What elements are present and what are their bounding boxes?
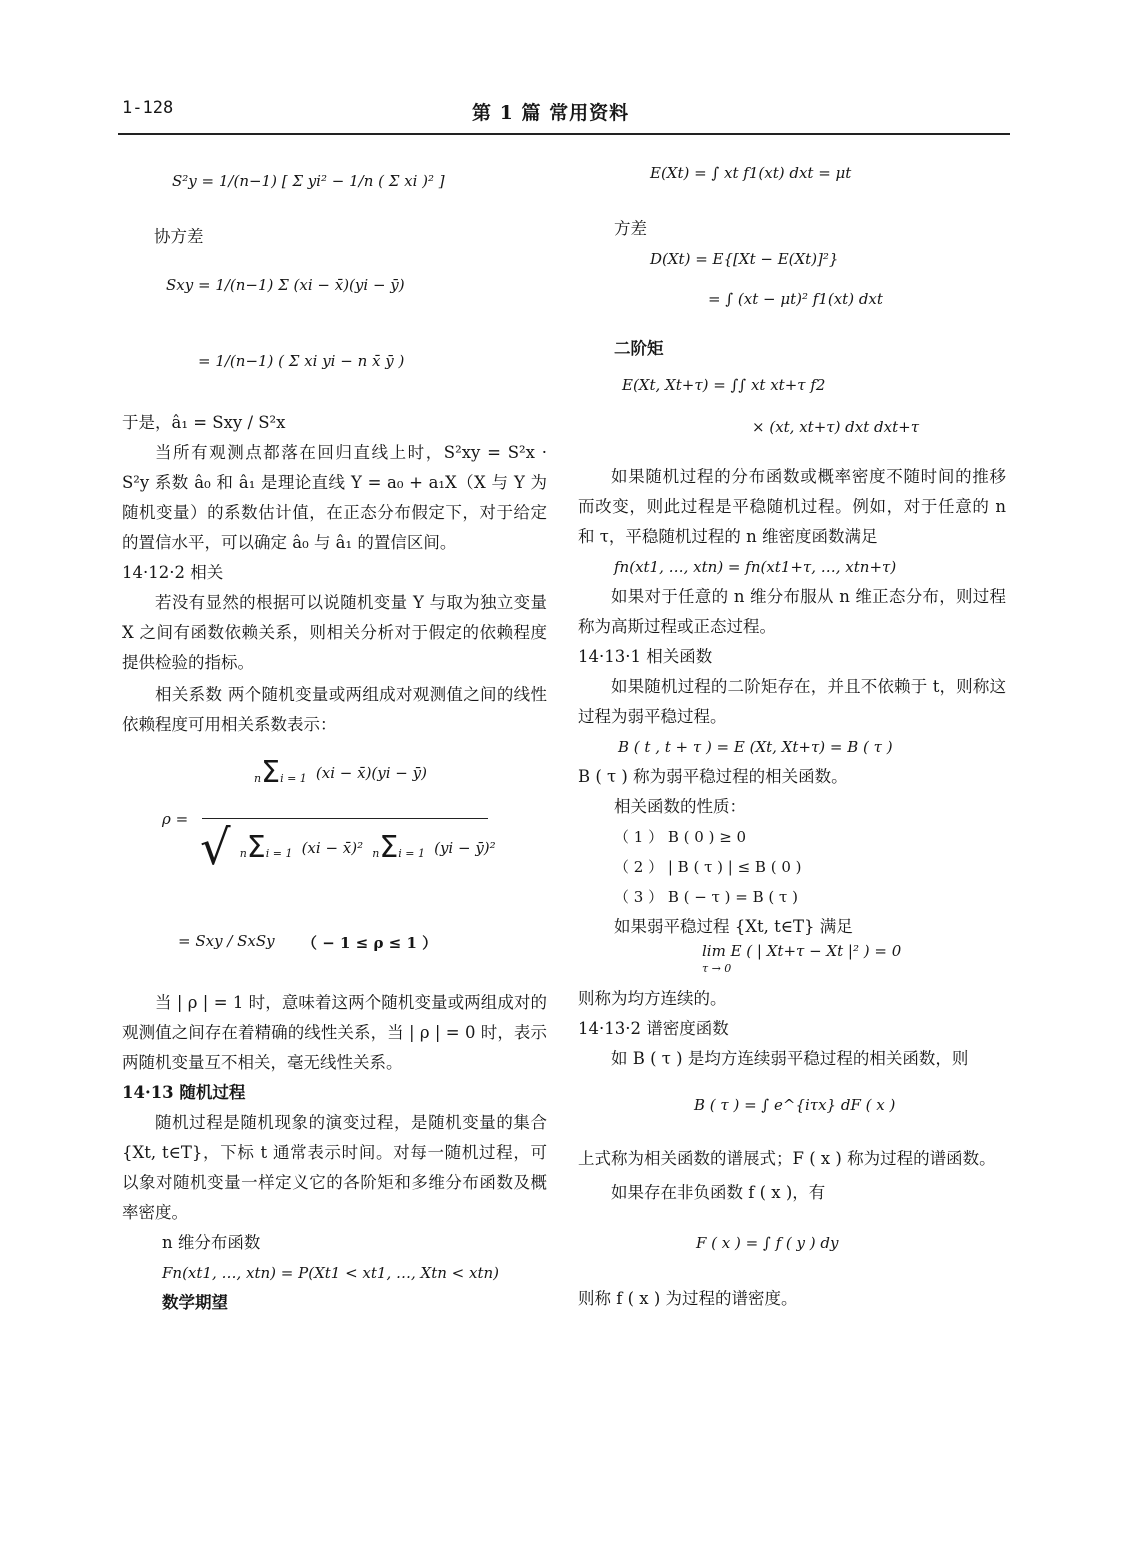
page-number: 1-128: [122, 98, 174, 118]
paragraph-gaussian: 如果对于任意的 n 维分布服从 n 维正态分布，则过程称为高斯过程或正态过程。: [578, 587, 1006, 636]
right-column: [578, 140, 1006, 1314]
equation-rho: [122, 748, 547, 918]
n-dim-distribution-label: n 维分布函数: [162, 1233, 261, 1252]
equation-limit: [578, 942, 1006, 984]
rho-symbol: ρ =: [162, 810, 189, 828]
equation-limit-text: lim E ( | Xt+τ − Xt |² ) = 0: [702, 942, 902, 960]
equation-fn-stationary: fn(xt1, …, xtn) = fn(xt1+τ, …, xtn+τ): [614, 558, 897, 576]
rho-simplified-text: = Sxy / SxSy: [178, 932, 275, 950]
sqrt-sign: √: [200, 820, 231, 876]
paragraph-nonnegative: 如果存在非负函数 f ( x )，有: [611, 1183, 826, 1202]
equation-sxy-1: [166, 252, 547, 326]
equation-sxy-1-text: Sxy = 1/(n−1) Σ (xi − x̄)(yi − ȳ): [166, 276, 405, 294]
heading-14-13-1: 14·13·1 相关函数: [578, 647, 713, 666]
therefore-line: 于是，â₁ = Sxy / S²x: [122, 413, 286, 432]
paragraph-coefficient: 相关系数 两个随机变量或两组成对观测值之间的线性依赖程度可用相关系数表示：: [122, 685, 547, 734]
equation-ex: [578, 140, 1006, 214]
limit-subscript: τ → 0: [702, 962, 732, 975]
rho-range-text: （ − 1 ≤ ρ ≤ 1 ）: [302, 934, 438, 952]
equation-spectral: [578, 1074, 1006, 1144]
sum-sign: nΣi = 1: [239, 830, 293, 865]
paragraph-mean-square: 如果弱平稳过程 {Xt, t∈T} 满足: [614, 917, 853, 936]
rho-fraction-bar: [202, 818, 488, 819]
rho-numerator-text: (xi − x̄)(yi − ȳ): [315, 763, 427, 782]
property-3: （ 3 ） B ( − τ ) = B ( τ ): [614, 888, 798, 906]
equation-b: B ( t , t + τ ) = E (Xt, Xt+τ) = B ( τ ): [618, 738, 893, 756]
paragraph-rho: 当 | ρ | = 1 时，意味着这两个随机变量或两组成对的观测值之间存在着精确的线性关系，当 | ρ | = 0 时，表示两随机变量互不相关，毫无线性关系。: [122, 993, 547, 1072]
paragraph-correlation: 若没有显然的根据可以说随机变量 Y 与取为独立变量 X 之间有函数依赖关系，则相关分析对于假定的依赖程度提供检验的指标。: [122, 593, 547, 672]
equation-ex-text: E(Xt) = ∫ xt f1(xt) dxt = μt: [650, 164, 852, 182]
second-moment-label: 二阶矩: [614, 339, 664, 358]
equation-spectral-text: B ( τ ) = ∫ e^{iτx} dF ( x ): [694, 1096, 896, 1114]
paragraph-mean-square-2: 则称为均方连续的。: [578, 989, 727, 1008]
heading-14-12-2: 14·12·2 相关: [122, 563, 224, 582]
equation-dx-2-text: = ∫ (xt − μt)² f1(xt) dxt: [708, 290, 883, 308]
paragraph-final: 则称 f ( x ) 为过程的谱密度。: [578, 1289, 798, 1308]
left-column: [122, 140, 547, 1318]
equation-sy-text: S²y = 1/(n−1) [ Σ yi² − 1/n ( Σ xi )² ]: [172, 172, 445, 190]
equation-sxy-2: [198, 326, 547, 408]
property-2: （ 2 ） | B ( τ ) | ≤ B ( 0 ): [614, 858, 802, 876]
rho-denominator-term-2: (yi − ȳ)²: [434, 838, 496, 857]
header-rule: [118, 133, 1010, 135]
rho-denominator-term-1: (xi − x̄)²: [301, 838, 364, 857]
equation-second-moment-line-1: E(Xt, Xt+τ) = ∫∫ xt xt+τ f2: [622, 376, 826, 394]
heading-14-13-text: 14·13 随机过程: [122, 1083, 246, 1102]
equation-second-moment: [578, 364, 1006, 450]
equation-F: [578, 1208, 1006, 1284]
expectation-label: 数学期望: [162, 1293, 228, 1312]
equation-second-moment-line-2: × (xt, xt+τ) dxt dxt+τ: [752, 418, 919, 436]
covariance-label: 协方差: [154, 227, 204, 246]
rho-denominator: [200, 820, 496, 876]
equation-sy: [172, 144, 597, 226]
variance-label: 方差: [614, 219, 647, 238]
equation-rho-simplified: [122, 918, 547, 974]
properties-label: 相关函数的性质：: [614, 797, 746, 816]
paragraph-stationary: 如果随机过程的分布函数或概率密度不随时间的推移而改变，则此过程是平稳随机过程。例如，对于任意的 n 和 τ，平稳随机过程的 n 维密度函数满足: [578, 467, 1006, 546]
paragraph-random-process: 随机过程是随机现象的演变过程，是随机变量的集合 {Xt, t∈T}，下标 t 通常表示时间。对每一随机过程，可以象对随机变量一样定义它的各阶矩和多维分布函数及概率密度。: [122, 1113, 547, 1222]
rho-numerator: [250, 755, 427, 790]
heading-14-13: [122, 1078, 547, 1108]
equation-F-text: F ( x ) = ∫ f ( y ) dy: [696, 1234, 839, 1252]
paragraph-regression: 当所有观测点都落在回归直线上时，S²xy = S²x · S²y 系数 â₀ 和 â₁ 是理论直线 Y = a₀ + a₁X（X 与 Y 为随机变量）的系数估计值，在正态分布假定下，对于给定的置信水平，可以确定 â₀ 与 â₁ 的置信区间。: [122, 443, 547, 552]
equation-sxy-2-text: = 1/(n−1) ( Σ xi yi − n x̄ ȳ ): [198, 352, 405, 370]
paragraph-weak-stationary: 如果随机过程的二阶矩存在，并且不依赖于 t，则称这过程为弱平稳过程。: [578, 677, 1006, 726]
equation-dx-2: [578, 274, 1006, 334]
section-header: 第 1 篇 常用资料: [472, 102, 630, 124]
sum-sign: nΣi = 1: [372, 830, 426, 865]
paragraph-b-def: B ( τ ) 称为弱平稳过程的相关函数。: [578, 767, 848, 786]
paragraph-spectral-2: 上式称为相关函数的谱展式；F ( x ) 称为过程的谱函数。: [578, 1149, 996, 1168]
sum-sign: nΣi = 1: [254, 755, 307, 790]
equation-dx-1: D(Xt) = E{[Xt − E(Xt)]²}: [650, 250, 839, 268]
heading-14-13-2: 14·13·2 谱密度函数: [578, 1019, 729, 1038]
paragraph-spectral: 如 B ( τ ) 是均方连续弱平稳过程的相关函数，则: [611, 1049, 969, 1068]
equation-fn: Fn(xt1, …, xtn) = P(Xt1 < xt1, …, Xtn < xtn): [162, 1264, 500, 1282]
property-1: （ 1 ） B ( 0 ) ≥ 0: [614, 828, 747, 846]
